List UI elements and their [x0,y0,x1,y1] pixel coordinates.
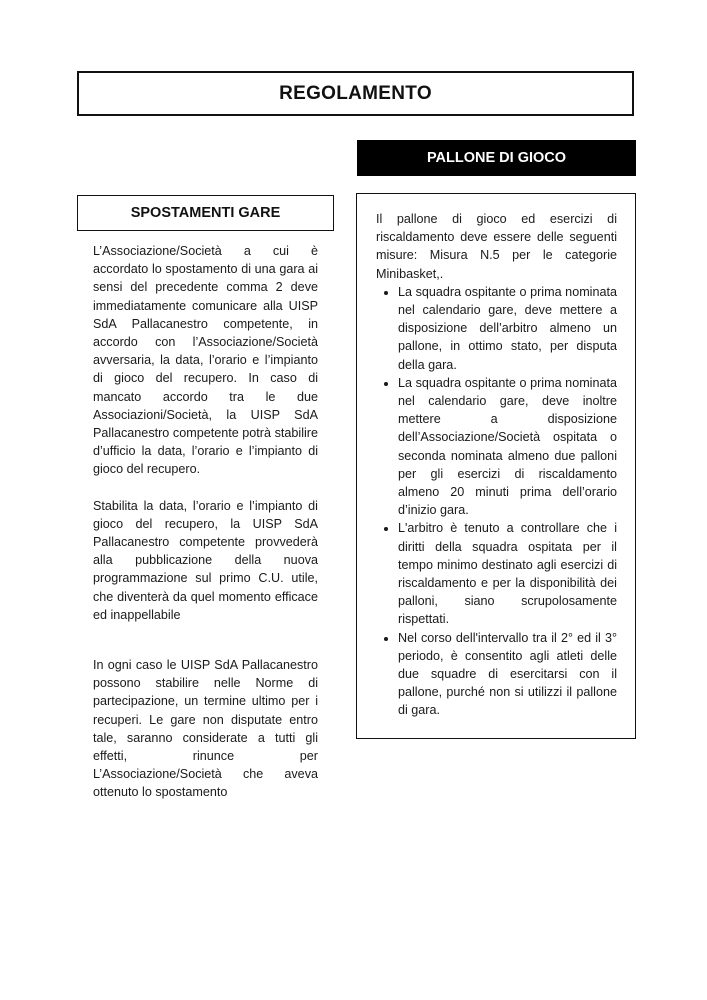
list-item: • L'arbitro è tenuto a controllare che i diritti della squadra ospitata per il tempo minimo destinato agli esercizi di riscaldamento e per la disponibilità dei palloni, siano scrupolosamente rispettati. [398,519,617,628]
paragraph: L’Associazione/Società a cui è accordato lo spostamento di una gara ai sensi del precedente comma 2 deve immediatamente comunicare alla UISP SdA Pallacanestro competente, in accordo con l’Associazione/Società avversaria, la data, l’orario e l’impianto di gioco del recupero. In caso di mancato accordo tra le due Associazioni/Società, la UISP SdA Pallacanestro competente potrà stabilire d’ufficio la data, l’orario e l’impianto di gioco del recupero. [93,244,318,477]
section-heading-spostamenti-gare: SPOSTAMENTI GARE [77,195,334,231]
list-item: • La squadra ospitante o prima nominata nel calendario gare, deve inoltre mettere a disposizione dell’Associazione/Società ospitata o seconda nominata almeno due palloni per gli esercizi di riscaldamento almeno 20 minuti prima dell’orario d’inizio gara. [398,374,617,520]
list-item: • La squadra ospitante o prima nominata nel calendario gare, deve mettere a disposizione dell’arbitro almeno un pallone, in ottimo stato, per disputa della gara. [398,283,617,374]
page-title: REGOLAMENTO [77,71,634,116]
section-heading-pallone-di-gioco: PALLONE DI GIOCO [357,140,636,176]
spostamenti-gare-text [93,242,318,820]
paragraph: Stabilita la data, l’orario e l’impianto di gioco del recupero, la UISP SdA Pallacanestro competente provvederà alla pubblicazione della nuova programmazione sul primo C.U. utile, che diventerà da quel momento efficace ed inappellabile [93,498,318,622]
rules-list [376,283,617,720]
pallone-di-gioco-box [356,193,636,739]
list-item: • Nel corso dell'intervallo tra il 2° ed il 3° periodo, è consentito agli atleti delle due squadre di esercitarsi con il pallone, purché non si utilizzi il pallone di gara. [398,629,617,720]
intro-paragraph: Il pallone di gioco ed esercizi di riscaldamento deve essere delle seguenti misure: Misura N.5 per le categorie Minibasket,. [376,212,617,281]
paragraph: In ogni caso le UISP SdA Pallacanestro possono stabilire nelle Norme di partecipazione, un termine ultimo per i recuperi. Le gare non disputate entro tale, saranno considerate a tutti gli effetti, rinunce per L’Associazione/Società che aveva ottenuto lo spostamento [93,658,318,800]
